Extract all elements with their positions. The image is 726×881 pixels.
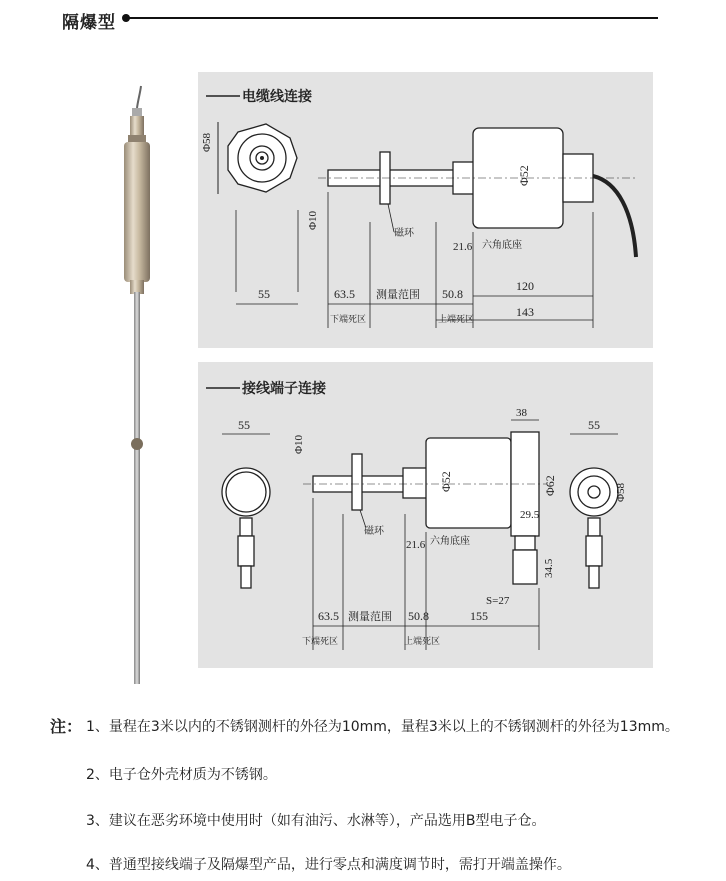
svg-text:六角底座: 六角底座 — [430, 536, 470, 547]
svg-text:下端死区: 下端死区 — [302, 637, 339, 647]
svg-text:55: 55 — [258, 287, 270, 301]
cable-connection-panel — [198, 72, 653, 348]
page-title: 隔爆型 — [62, 13, 116, 33]
note-item-4: 4、普通型接线端子及隔爆型产品，进行零点和满度调节时，需打开端盖操作。 — [86, 857, 571, 873]
end-view-octagon — [228, 124, 297, 192]
svg-text:Φ52: Φ52 — [517, 165, 531, 186]
svg-text:Φ10: Φ10 — [307, 210, 319, 230]
svg-text:S=27: S=27 — [486, 595, 510, 607]
svg-text:Φ58: Φ58 — [201, 132, 213, 152]
svg-text:21.6: 21.6 — [453, 241, 473, 253]
svg-text:63.5: 63.5 — [334, 287, 355, 301]
svg-text:120: 120 — [516, 279, 534, 293]
svg-text:上端死区: 上端死区 — [404, 637, 441, 647]
svg-text:测量范围: 测量范围 — [376, 288, 420, 301]
svg-text:50.8: 50.8 — [442, 287, 463, 301]
svg-text:上端死区: 上端死区 — [438, 315, 475, 325]
notes-prefix: 注： — [50, 717, 83, 736]
note-item-1: 1、量程在3米以内的不锈钢测杆的外径为10mm，量程3米以上的不锈钢测杆的外径为13mm。 — [86, 719, 679, 735]
svg-text:下端死区: 下端死区 — [330, 315, 367, 325]
sensor-product-image — [108, 80, 168, 690]
svg-text:磁环: 磁环 — [394, 228, 414, 239]
svg-text:155: 155 — [470, 609, 488, 623]
svg-text:21.6: 21.6 — [406, 539, 426, 551]
svg-text:六角底座: 六角底座 — [482, 240, 522, 251]
terminal-connection-title: 接线端子连接 — [242, 381, 326, 397]
svg-text:Φ10: Φ10 — [293, 434, 305, 454]
title-rule — [128, 17, 658, 19]
svg-text:55: 55 — [238, 418, 250, 432]
svg-text:Φ62: Φ62 — [543, 475, 557, 496]
cable-connection-title: 电缆线连接 — [242, 89, 312, 105]
svg-text:Φ52: Φ52 — [439, 471, 453, 492]
svg-text:38: 38 — [516, 407, 527, 419]
svg-text:磁环: 磁环 — [364, 526, 384, 537]
svg-text:34.5: 34.5 — [543, 558, 555, 578]
terminal-connection-panel — [198, 362, 653, 668]
svg-text:50.8: 50.8 — [408, 609, 429, 623]
note-item-3: 3、建议在恶劣环境中使用时（如有油污、水淋等），产品选用B型电子仓。 — [86, 813, 546, 829]
svg-text:Φ58: Φ58 — [615, 482, 627, 502]
svg-text:测量范围: 测量范围 — [348, 610, 392, 623]
svg-text:63.5: 63.5 — [318, 609, 339, 623]
svg-text:55: 55 — [588, 418, 600, 432]
svg-text:29.5: 29.5 — [520, 509, 540, 521]
note-item-2: 2、电子仓外壳材质为不锈钢。 — [86, 767, 277, 783]
svg-text:143: 143 — [516, 305, 534, 319]
